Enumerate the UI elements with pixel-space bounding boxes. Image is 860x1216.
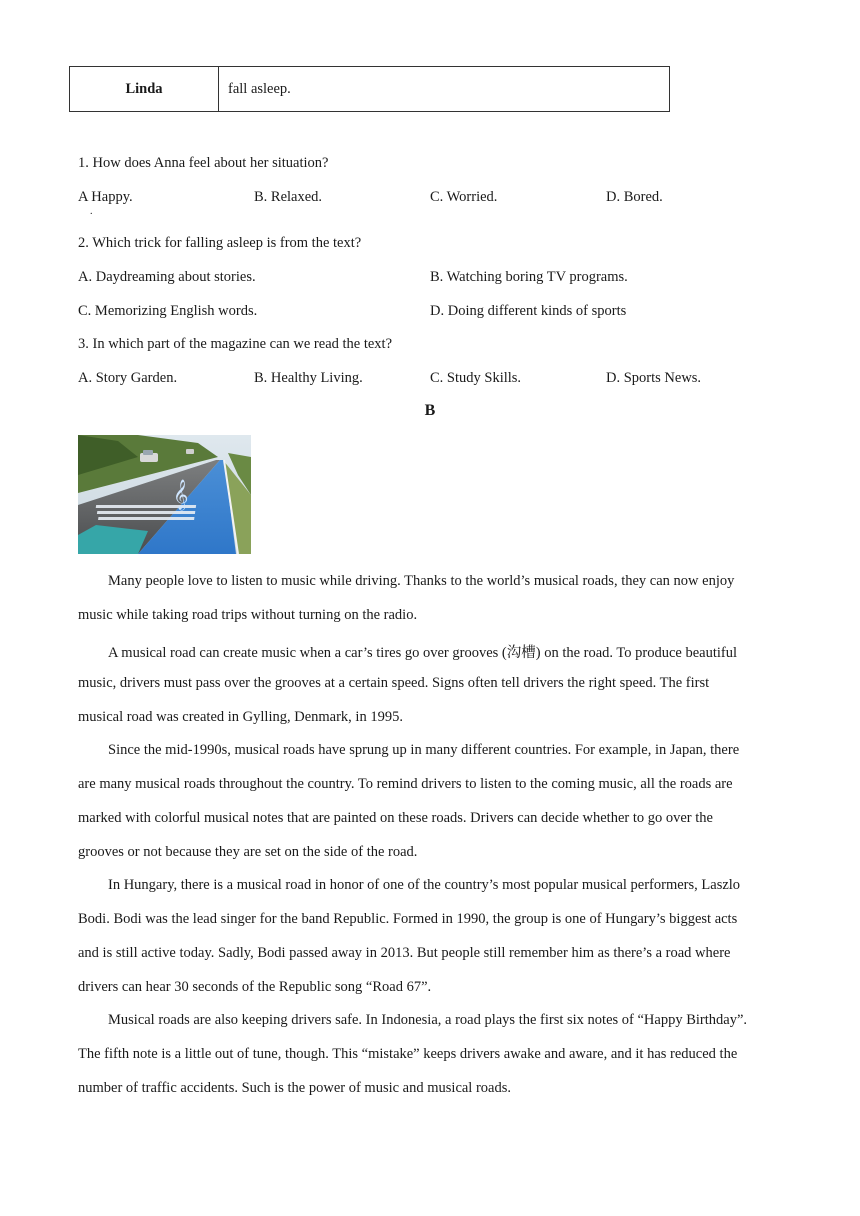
q1-option-a: A Happy. bbox=[78, 189, 133, 205]
table-name-cell: Linda bbox=[70, 67, 219, 111]
table-text-cell: fall asleep. bbox=[228, 80, 291, 97]
svg-text:𝄞: 𝄞 bbox=[173, 480, 189, 510]
q3-option-c: C. Study Skills. bbox=[430, 370, 522, 386]
question-3: 3. In which part of the magazine can we read the text? bbox=[78, 336, 393, 352]
passage-line-10: In Hungary, there is a musical road in honor of one of the country’s most popular musical performers, Laszlo bbox=[108, 877, 741, 893]
passage-line-13: drivers can hear 30 seconds of the Republic song “Road 67”. bbox=[78, 979, 432, 995]
q2-option-a: A. Daydreaming about stories. bbox=[78, 269, 256, 285]
passage-line-8: marked with colorful musical notes that are painted on these roads. Drivers can decide whether to go over the bbox=[78, 810, 713, 826]
passage-line-9: grooves or not because they are set on the side of the road. bbox=[78, 844, 418, 860]
q2-option-c: C. Memorizing English words. bbox=[78, 303, 258, 319]
passage-line-4: music, drivers must pass over the grooves at a certain speed. Signs often tell drivers the right speed. The first bbox=[78, 675, 710, 691]
q1-option-d: D. Bored. bbox=[606, 189, 663, 205]
passage-line-6: Since the mid-1990s, musical roads have sprung up in many different countries. For example, in Japan, there bbox=[108, 742, 740, 758]
q2-option-d: D. Doing different kinds of sports bbox=[430, 303, 627, 319]
passage-line-1: Many people love to listen to music while driving. Thanks to the world’s musical roads, they can now enjoy bbox=[108, 573, 735, 589]
section-heading: B bbox=[424, 402, 436, 419]
passage-line-15: The fifth note is a little out of tune, though. This “mistake” keeps drivers awake and aware, and it has reduced the bbox=[78, 1046, 738, 1062]
passage-line-3: A musical road can create music when a car’s tires go over grooves (沟槽) on the road. To produce beautiful bbox=[108, 645, 737, 661]
q1-option-c: C. Worried. bbox=[430, 189, 498, 205]
q3-option-d: D. Sports News. bbox=[606, 370, 702, 386]
q3-option-b: B. Healthy Living. bbox=[254, 370, 363, 386]
passage-line-11: Bodi. Bodi was the lead singer for the band Republic. Formed in 1990, the group is one of Hungary’s biggest acts bbox=[78, 911, 738, 927]
stray-dot: . bbox=[90, 206, 93, 217]
q2-option-b: B. Watching boring TV programs. bbox=[430, 269, 628, 285]
passage-line-16: number of traffic accidents. Such is the power of music and musical roads. bbox=[78, 1080, 511, 1096]
q3-option-a: A. Story Garden. bbox=[78, 370, 178, 386]
passage-line-14: Musical roads are also keeping drivers safe. In Indonesia, a road plays the first six notes of “Happy Birthday”. bbox=[108, 1012, 748, 1028]
musical-road-photo bbox=[78, 435, 251, 554]
question-2: 2. Which trick for falling asleep is from the text? bbox=[78, 235, 362, 251]
q1-option-b: B. Relaxed. bbox=[254, 189, 323, 205]
name-table-row bbox=[69, 66, 670, 112]
passage-line-12: and is still active today. Sadly, Bodi passed away in 2013. But people still remember him as there’s a road where bbox=[78, 945, 731, 961]
question-1: 1. How does Anna feel about her situation? bbox=[78, 155, 329, 171]
passage-line-7: are many musical roads throughout the country. To remind drivers to listen to the coming music, all the roads are bbox=[78, 776, 733, 792]
passage-line-2: music while taking road trips without turning on the radio. bbox=[78, 607, 418, 623]
passage-line-5: musical road was created in Gylling, Denmark, in 1995. bbox=[78, 709, 403, 725]
